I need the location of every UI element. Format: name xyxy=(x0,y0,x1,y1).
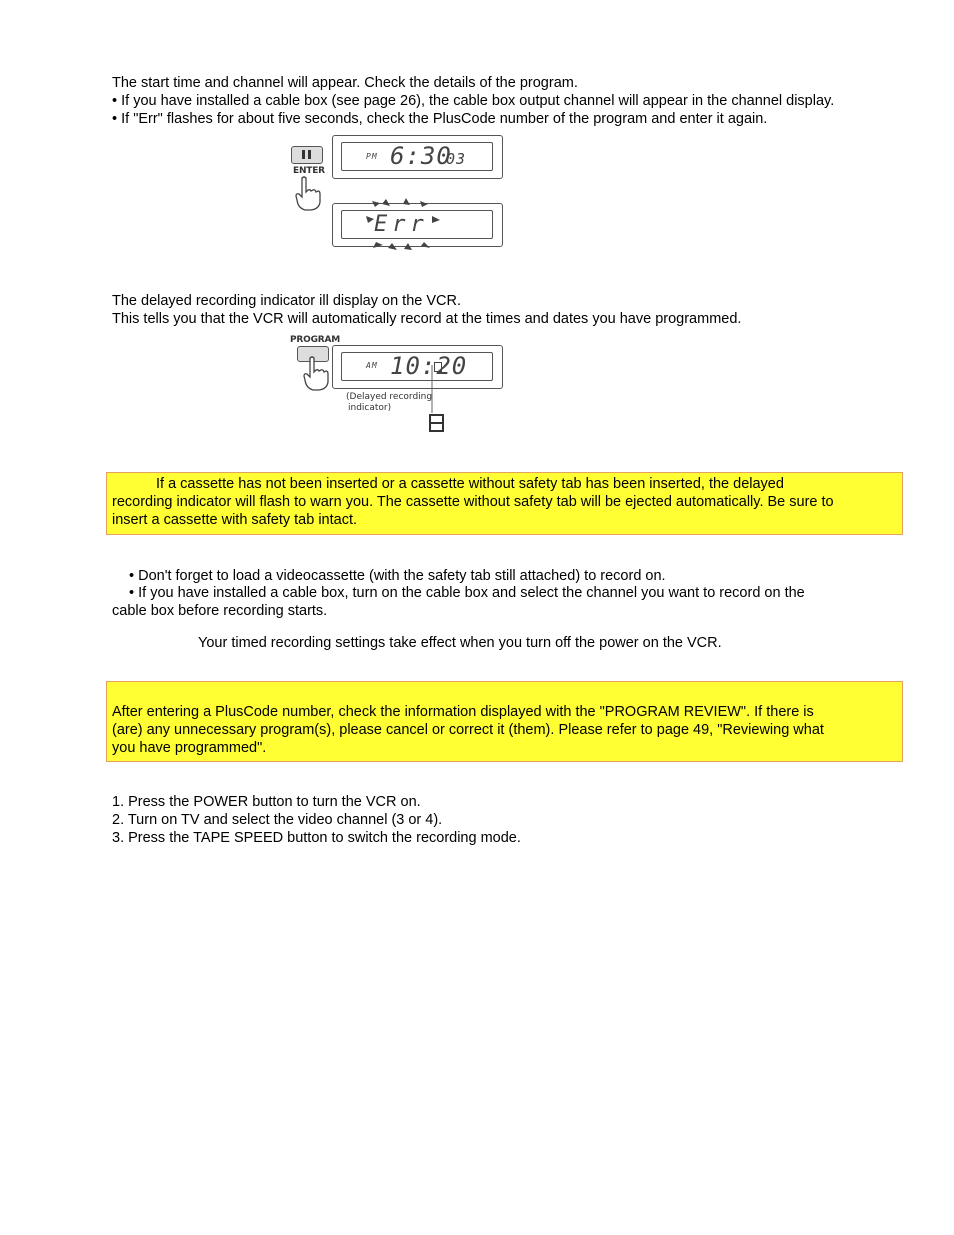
vcr-display-time xyxy=(332,135,503,179)
bullet-cable-box-cont: cable box before recording starts. xyxy=(112,603,328,619)
note-line: If a cassette has not been inserted or a cassette without safety tab has been inserted, the delayed xyxy=(156,476,784,492)
note-line: you have programmed". xyxy=(112,740,267,756)
bullet-cable-box: • If you have installed a cable box (see page 26), the cable box output channel will appear in the channel display. xyxy=(112,93,835,109)
step-2: 2. Turn on TV and select the video channel (3 or 4). xyxy=(112,812,443,828)
display-am-indicator: AM xyxy=(366,361,378,370)
bullet-cable-box-turn-on: • If you have installed a cable box, turn on the cable box and select the channel you want to record on the xyxy=(129,585,805,601)
display-channel: 03 xyxy=(446,150,467,168)
note-line: After entering a PlusCode number, check the information displayed with the "PROGRAM REVIEW". If there is xyxy=(112,704,814,720)
intro-text: The start time and channel will appear. Check the details of the program. xyxy=(112,75,578,91)
note-line: insert a cassette with safety tab intact. xyxy=(112,512,358,528)
caption-line1: (Delayed recording xyxy=(346,392,433,402)
bullet-err: • If "Err" flashes for about five seconds, check the PlusCode number of the program and enter it again. xyxy=(112,111,768,127)
delayed-recording-symbol-icon xyxy=(427,413,447,433)
bullet-load-cassette: • Don't forget to load a videocassette (with the safety tab still attached) to record on. xyxy=(129,568,666,584)
note-line: (are) any unnecessary program(s), please cancel or correct it (them). Please refer to page 49, "Reviewing what xyxy=(112,722,824,738)
warning-note-cassette xyxy=(106,472,903,535)
program-button-label: PROGRAM xyxy=(290,335,341,345)
caption-line2: indicator) xyxy=(348,403,392,413)
vcr-display-program xyxy=(332,345,503,389)
enter-button-illustration xyxy=(291,146,323,164)
info-note-program-review xyxy=(106,681,903,762)
pause-icon xyxy=(302,150,305,159)
auto-record-text: This tells you that the VCR will automatically record at the times and dates you have programmed. xyxy=(112,311,742,327)
note-line: recording indicator will flash to warn you. The cassette without safety tab will be ejected automatically. Be sure to xyxy=(112,494,834,510)
enter-button-label: ENTER xyxy=(293,166,325,176)
step-3: 3. Press the TAPE SPEED button to switch the recording mode. xyxy=(112,830,521,846)
delayed-indicator-text: The delayed recording indicator ill display on the VCR. xyxy=(112,293,461,309)
display-time: 10:20 xyxy=(390,352,468,380)
display-time: 6:30 xyxy=(390,142,452,170)
timed-recording-note: Your timed recording settings take effect when you turn off the power on the VCR. xyxy=(198,635,722,651)
step-1: 1. Press the POWER button to turn the VCR on. xyxy=(112,794,421,810)
hand-pointer-icon xyxy=(294,176,324,212)
flashing-marks-icon xyxy=(360,196,450,254)
display-pm-indicator: PM xyxy=(366,152,378,161)
hand-pointer-icon xyxy=(302,356,332,392)
display-err: Err xyxy=(374,212,429,237)
indicator-leader-line xyxy=(420,365,440,415)
